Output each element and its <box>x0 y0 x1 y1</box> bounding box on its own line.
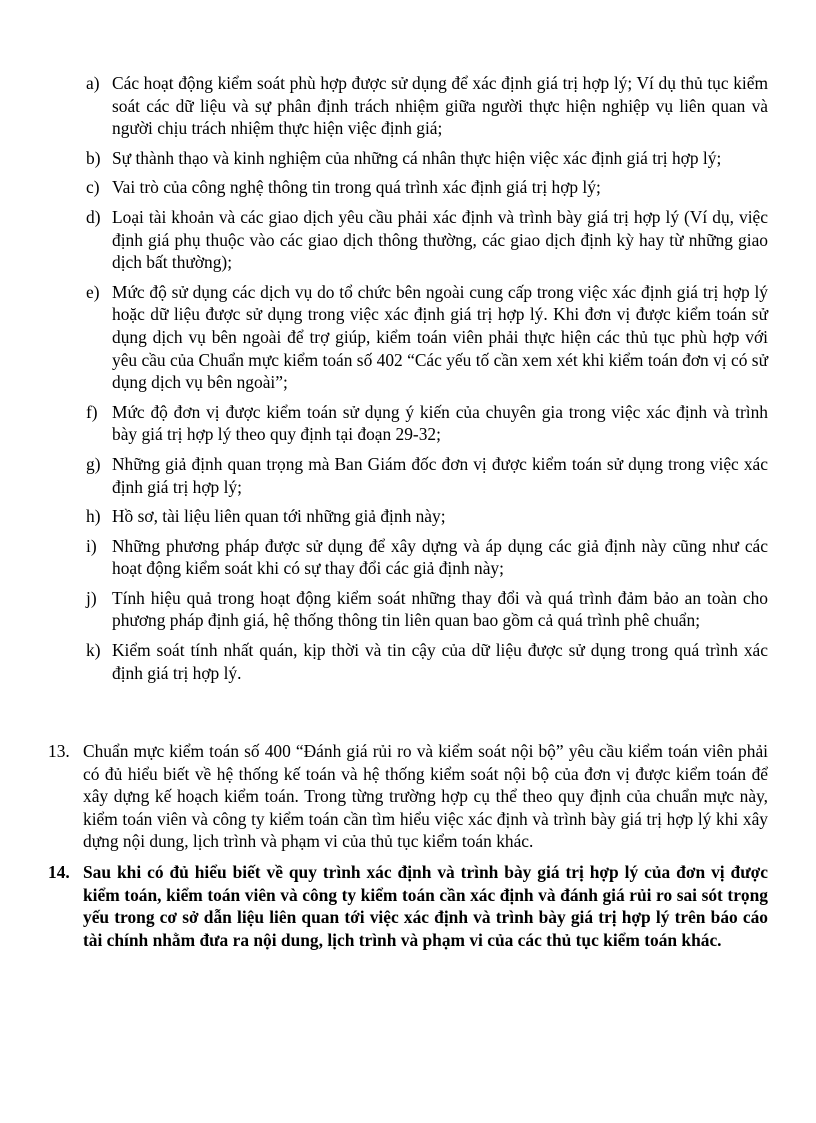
list-item-f <box>86 401 768 446</box>
paragraph-number: 13. <box>48 741 70 761</box>
list-item-c <box>86 176 768 199</box>
list-item-text: Sự thành thạo và kinh nghiệm của những cá nhân thực hiện việc xác định giá trị hợp lý; <box>112 147 722 168</box>
paragraph-number: 14. <box>48 861 70 882</box>
list-item-a <box>86 72 768 140</box>
list-marker: b) <box>86 147 101 168</box>
list-marker: a) <box>86 73 100 93</box>
paragraph-14 <box>48 861 768 951</box>
list-item-text: Những phương pháp được sử dụng để xây dựng và áp dụng các giả định này cũng như các hoạt động kiểm soát khi có sự thay đổi các giả định này; <box>112 535 768 579</box>
list-item-text: Kiểm soát tính nhất quán, kịp thời và tin cậy của dữ liệu được sử dụng trong quá trình xác định giá trị hợp lý. <box>112 640 768 683</box>
list-item-d <box>86 206 768 274</box>
list-item-k <box>86 639 768 684</box>
list-item-j <box>86 587 768 632</box>
paragraph-13 <box>48 740 768 853</box>
list-item-e <box>86 281 768 394</box>
numbered-paragraph-list <box>48 740 768 959</box>
paragraph-text: Chuẩn mực kiểm toán số 400 “Đánh giá rủi ro và kiểm soát nội bộ” yêu cầu kiểm toán viên phải có đủ hiểu biết về hệ thống kế toán và hệ thống kiểm soát nội bộ của đơn vị được kiểm toán để xây dựng kế hoạch kiểm toán. Trong từng trường hợp cụ thể theo quy định của chuẩn mực này, kiểm toán viên và công ty kiểm toán cần tìm hiểu việc xác định và trình bày giá trị hợp lý khi xây dựng nội dung, lịch trình và phạm vi của thủ tục kiểm toán khác. <box>83 741 768 852</box>
list-item-text: Những giả định quan trọng mà Ban Giám đốc đơn vị được kiểm toán sử dụng trong việc xác định giá trị hợp lý; <box>112 453 768 497</box>
list-item-text: Mức độ sử dụng các dịch vụ do tổ chức bên ngoài cung cấp trong việc xác định giá trị hợp lý hoặc dữ liệu được sử dụng trong việc xác định giá trị hợp lý. Khi đơn vị được kiểm toán sử dụng dịch vụ bên ngoài để trợ giúp, kiểm toán viên phải thực hiện các thủ tục phù hợp với yêu cầu của Chuẩn mực kiểm toán số 402 “Các yếu tố cần xem xét khi kiểm toán đơn vị có sử dụng dịch vụ bên ngoài”; <box>112 281 768 393</box>
list-marker: e) <box>86 281 100 302</box>
sub-item-list <box>86 72 768 691</box>
list-marker: j) <box>86 587 97 608</box>
list-item-b <box>86 147 768 170</box>
list-marker: h) <box>86 506 101 527</box>
list-item-g <box>86 453 768 498</box>
list-item-text: Vai trò của công nghệ thông tin trong quá trình xác định giá trị hợp lý; <box>112 177 601 198</box>
list-item-text: Hồ sơ, tài liệu liên quan tới những giả định này; <box>112 506 446 527</box>
list-item-text: Các hoạt động kiểm soát phù hợp được sử dụng để xác định giá trị hợp lý; Ví dụ thủ tục kiểm soát các dữ liệu và sự phân định trách nhiệm giữa người thực hiện nghiệp vụ liên quan và người chịu trách nhiệm thực hiện việc định giá; <box>112 73 768 139</box>
list-item-text: Tính hiệu quả trong hoạt động kiểm soát những thay đổi và quá trình đảm bảo an toàn cho phương pháp định giá, hệ thống thông tin liên quan bao gồm cả quá trình phê chuẩn; <box>112 587 768 631</box>
list-marker: g) <box>86 453 101 474</box>
list-marker: k) <box>86 640 101 661</box>
list-item-i <box>86 535 768 580</box>
list-item-h <box>86 505 768 528</box>
list-marker: i) <box>86 535 97 556</box>
list-marker: d) <box>86 206 101 227</box>
list-item-text: Mức độ đơn vị được kiểm toán sử dụng ý kiến của chuyên gia trong việc xác định và trình bày giá trị hợp lý theo quy định tại đoạn 29-32; <box>112 401 768 445</box>
list-item-text: Loại tài khoản và các giao dịch yêu cầu phải xác định và trình bày giá trị hợp lý (Ví dụ, việc định giá phụ thuộc vào các giao dịch thông thường, các giao dịch định kỳ hay từ những giao dịch bất thường); <box>112 206 768 273</box>
list-marker: c) <box>86 177 100 198</box>
list-marker: f) <box>86 401 98 422</box>
paragraph-text: Sau khi có đủ hiểu biết về quy trình xác định và trình bày giá trị hợp lý của đơn vị được kiểm toán, kiểm toán viên và công ty kiểm toán cần xác định và đánh giá rủi ro sai sót trọng yếu trong cơ sở dẫn liệu liên quan tới việc xác định và trình bày giá trị hợp lý trên báo cáo tài chính nhằm đưa ra nội dung, lịch trình và phạm vi của các thủ tục kiểm toán khác. <box>83 861 768 950</box>
